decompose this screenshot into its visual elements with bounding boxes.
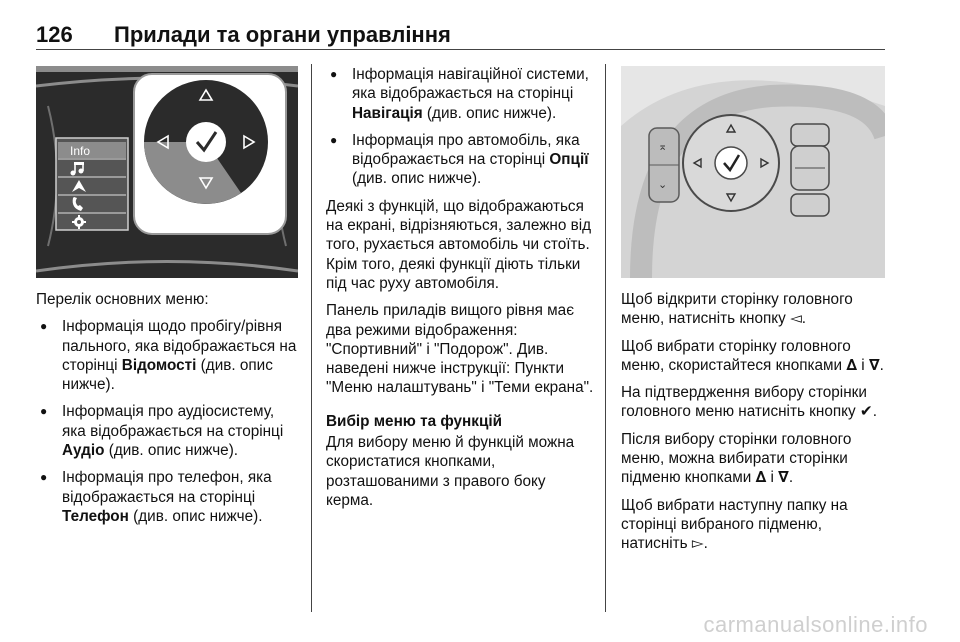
paragraph-select-page: Щоб вибрати сторінку головного меню, скористайтеся кнопками ∆ і ∇.	[621, 337, 884, 374]
column-2	[326, 65, 594, 518]
list-item: ● Інформація навігаційної системи, яка відображається на сторінці Навігація (див. опис нижче).	[326, 65, 594, 123]
menu-item-info: Info	[70, 144, 91, 158]
header-rule	[36, 49, 885, 50]
paragraph-selection: Для вибору меню й функцій можна скористатися кнопками, розташованими з правого боку керма.	[326, 434, 575, 509]
up-button-symbol: ∆	[846, 355, 858, 374]
figure-cluster-menu	[36, 66, 298, 278]
back-button-symbol: ◅	[790, 309, 802, 328]
paragraph-driving-functions: Деякі з функцій, що відображаються на екрані, відрізняються, залежно від того, рухається автомобіль чи стоїть. Крім того, деякі функції діють тільки під час руху автомобіля.	[326, 197, 592, 292]
volume-up-icon: ⌅	[658, 140, 668, 153]
column-divider-1	[311, 64, 312, 612]
list-item: ● Інформація щодо пробігу/рівня пального, яка відображається на сторінці Відомості (див. опис нижче).	[36, 317, 300, 394]
check-button-symbol: ✔	[859, 402, 873, 421]
page-title: Прилади та органи управління	[114, 22, 451, 47]
mute-button	[791, 194, 829, 216]
paragraph-next-folder: Щоб вибрати наступну папку на сторінці вибраного підменю, натисніть ▻.	[621, 496, 848, 553]
paragraph-confirm: На підтвердження вибору сторінки головного меню натисніть кнопку ✔.	[621, 384, 877, 421]
list-item: ● Інформація про телефон, яка відображається на сторінці Телефон (див. опис нижче).	[36, 468, 300, 526]
column-1	[36, 290, 300, 534]
paragraph-open-menu: Щоб відкрити сторінку головного меню, натисніть кнопку ◅.	[621, 291, 853, 328]
menu-list-intro: Перелік основних меню:	[36, 291, 209, 308]
up-button-symbol: ∆	[755, 468, 767, 487]
list-item: ● Інформація про автомобіль, яка відображається на сторінці Опції (див. опис нижче).	[326, 131, 594, 189]
watermark: carmanualsonline.info	[703, 612, 928, 637]
page-header	[36, 22, 451, 48]
steering-controls-illustration	[621, 66, 885, 278]
down-button-symbol: ∇	[778, 468, 789, 487]
forward-button-symbol: ▻	[691, 534, 704, 553]
main-menu-list	[36, 317, 300, 526]
page-number: 126	[36, 22, 73, 47]
voice-button	[791, 124, 829, 146]
list-item: ● Інформація про аудіосистему, яка відображається на сторінці Аудіо (див. опис нижче).	[36, 402, 300, 460]
figure-steering-controls	[621, 66, 885, 278]
main-menu-list-continued	[326, 65, 594, 189]
cluster-menu-illustration	[36, 66, 298, 278]
paragraph-submenu: Після вибору сторінки головного меню, можна вибирати сторінки підменю кнопками ∆ і ∇.	[621, 430, 852, 487]
down-button-symbol: ∇	[868, 355, 880, 374]
column-divider-2	[605, 64, 606, 612]
volume-down-icon: ⌄	[658, 178, 668, 191]
column-3	[621, 290, 885, 562]
section-heading: Вибір меню та функцій	[326, 412, 503, 430]
paragraph-display-modes: Панель приладів вищого рівня має два режими відображення: "Спортивний" і "Подорож". Див. наведені нижче інструкції: Пункти "Меню налаштувань" і "Теми екрана".	[326, 302, 594, 397]
